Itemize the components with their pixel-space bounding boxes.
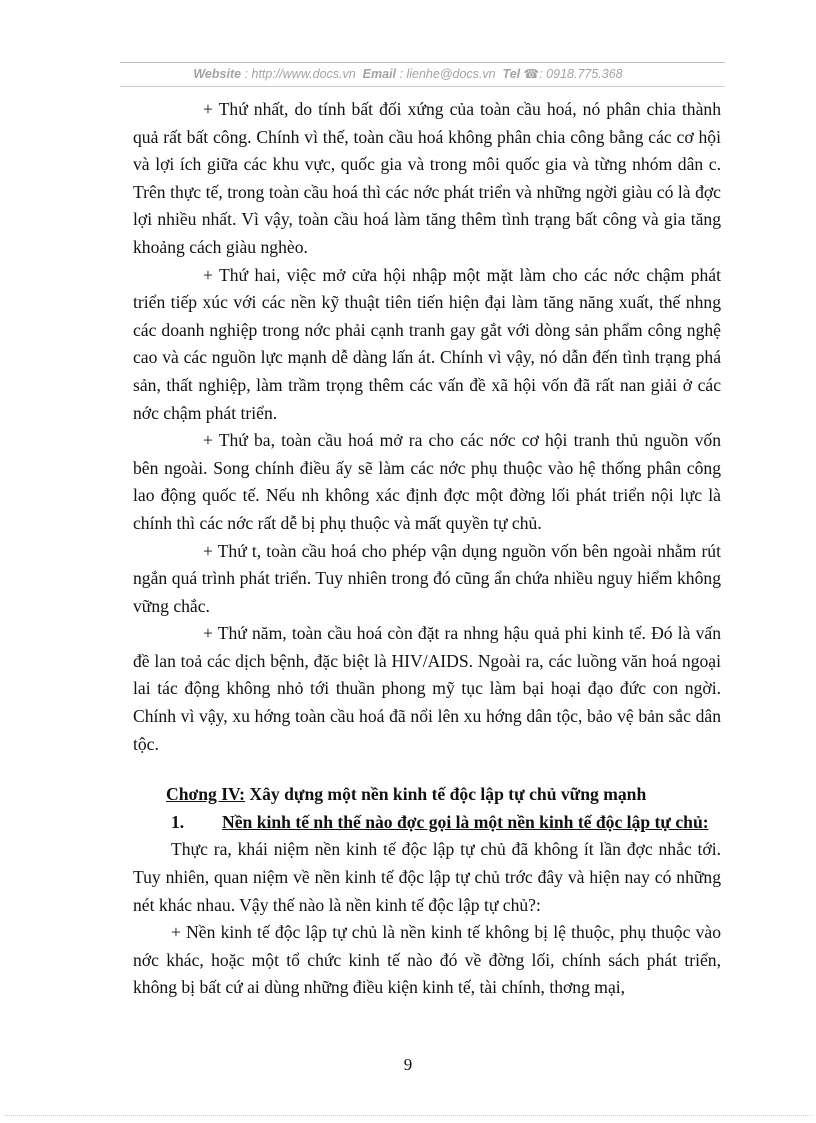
paragraph-third: + Thứ ba, toàn cầu hoá mở ra cho các nớc cơ hội tranh thủ nguồn vốn bên ngoài. Song chính điều ấy sẽ làm các nớc phụ thuộc vào hệ thống phân công lao động quốc tế. Nếu nh không xác định đợc một đờng lối phát triển nội lực là chính thì các nớc rất dễ bị phụ thuộc và mất quyền tự chủ.	[133, 430, 721, 533]
page-content	[133, 96, 721, 1002]
section-paragraph-definition: + Nền kinh tế độc lập tự chủ là nền kinh tế không bị lệ thuộc, phụ thuộc vào nớc khác, hoặc một tổ chức kinh tế nào đó về đờng lối, chính sách phát triển, không bị bất cứ ai dùng những điều kiện kinh tế, tài chính, thơng mại,	[133, 922, 721, 998]
tel-label: Tel	[502, 67, 521, 81]
paragraph-fourth: + Thứ t, toàn cầu hoá cho phép vận dụng nguồn vốn bên ngoài nhằm rút ngắn quá trình phát triển. Tuy nhiên trong đó cũng ẩn chứa nhiều nguy hiểm không vững chắc.	[133, 540, 721, 616]
paragraph-first: + Thứ nhất, do tính bất đối xứng của toàn cầu hoá, nó phân chia thành quả rất bất công. Chính vì thế, toàn cầu hoá không phân chia công bằng các cơ hội và lợi ích giữa các khu vực, quốc gia và trong môi quốc gia và từng nhóm dân c. Trên thực tế, trong toàn cầu hoá thì các nớc phát triển và những ngời giàu có là đợc lợi nhiều nhất. Vì vậy, toàn cầu hoá làm tăng thêm tình trạng bất công và gia tăng khoảng cách giàu nghèo.	[133, 99, 721, 257]
footer-rule	[4, 1115, 812, 1116]
paragraph-second: + Thứ hai, việc mở cửa hội nhập một mặt làm cho các nớc chậm phát triển tiếp xúc với các nền kỹ thuật tiên tiến hiện đại làm tăng năng xuất, thế nhng các doanh nghiệp trong nớc phải cạnh tranh gay gắt với dòng sản phẩm công nghệ cao và các nguồn lực mạnh dễ dàng lấn át. Chính vì vậy, nó dẫn đến tình trạng phá sản, thất nghiệp, làm trầm trọng thêm các vấn đề xã hội vốn đã rất nan giải ở các nớc chậm phát triển.	[133, 264, 721, 423]
page-header	[0, 66, 816, 81]
section-number: 1.	[171, 811, 185, 832]
section-title: Nền kinh tế nh thế nào đợc gọi là một nền kinh tế độc lập tự chủ:	[222, 811, 709, 832]
tel-value: : 0918.775.368	[539, 67, 623, 81]
chapter-heading	[166, 781, 721, 809]
chapter-title: Xây dựng một nền kinh tế độc lập tự chủ vững mạnh	[245, 784, 647, 805]
section-paragraph-intro: Thực ra, khái niệm nền kinh tế độc lập tự chủ đã không ít lần đợc nhắc tới. Tuy nhiên, quan niệm về nền kinh tế độc lập tự chủ trớc đây và hiện nay có những nét khác nhau. Vậy thế nào là nền kinh tế độc lập tự chủ?:	[133, 839, 721, 915]
header-top-rule	[120, 62, 725, 63]
email-label: Email	[362, 67, 397, 81]
phone-icon: ☎	[523, 67, 540, 81]
page-number: 9	[403, 1055, 413, 1074]
website-label: Website	[193, 67, 242, 81]
section-heading	[133, 809, 721, 837]
header-bottom-rule	[120, 86, 725, 87]
email-link[interactable]: : lienhe@docs.vn	[399, 67, 496, 81]
paragraph-fifth: + Thứ năm, toàn cầu hoá còn đặt ra nhng hậu quả phi kinh tế. Đó là vấn đề lan toả các dịch bệnh, đặc biệt là HIV/AIDS. Ngoài ra, các luồng văn hoá ngoại lai tác động không nhỏ tới thuần phong mỹ tục làm bại hoại đạo đức con ngời. Chính vì vậy, xu hớng toàn cầu hoá đã nổi lên xu hớng dân tộc, bảo vệ bản sắc dân tộc.	[133, 623, 721, 754]
website-link[interactable]: : http://www.docs.vn	[244, 67, 356, 81]
chapter-label: Chơng IV:	[166, 784, 246, 805]
